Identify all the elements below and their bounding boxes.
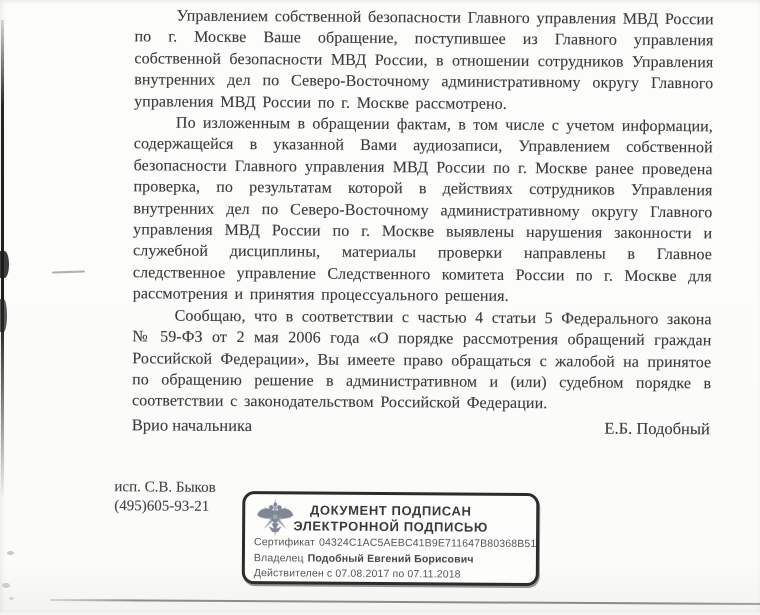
signature-row xyxy=(132,415,710,439)
signer-name: Е.Б. Подобный xyxy=(604,418,710,439)
certificate-value: 04324C1AC5AEBC41B9E711647B80368B51 xyxy=(318,536,537,551)
letter-text-block xyxy=(132,5,714,416)
stamp-certificate-line xyxy=(253,535,537,552)
owner-label: Владелец xyxy=(253,551,304,564)
letter-paragraph-3: Сообщаю, что в соответствии с частью 4 статьи 5 Федерального закона № 59-ФЗ от 2 мая 2006 года «О порядке рассмотрения обращений граждан Российской Федерации», Вы имеете право обращаться с жалобой на принятое по обращению решение в административном и (или) судебном порядке в соответствии с законодательством Российской Федерации. xyxy=(131,307,712,413)
electronic-signature-stamp xyxy=(242,491,540,586)
letter-paragraph-2: По изложенным в обращении фактам, в том числе с учетом информации, содержащейся в указанной Вами аудиозаписи, Управлением собственной безопасности Главного управления МВД России по г. Москве ранее проведена проверка, по результатам которой в действиях сотрудников Управления внутренних дел по Северо-Восточному административному округу Главного управления МВД России по г. Москве выявлены нарушения законности и служебной дисциплины, материалы проверки направлены в Главное следственное управление Следственного комитета России по г. Москве для рассмотрения и принятия процессуального решения. xyxy=(132,114,713,306)
stamp-title-line2: ЭЛЕКТРОННОЙ ПОДПИСЬЮ xyxy=(293,517,488,535)
signer-role: Врио начальника xyxy=(131,415,253,436)
stamp-title-line1: ДОКУМЕНТ ПОДПИСАН xyxy=(309,502,472,519)
executor-block xyxy=(114,478,216,516)
certificate-label: Сертификат xyxy=(253,536,316,549)
letter-paragraph-1: Управлением собственной безопасности Главного управления МВД России по г. Москве Ваше обращение, поступившее из Главного управления собственной безопасности МВД России, в отношении сотрудников Управления внутренних дел по Северо-Восточному административному округу Главного управления МВД России по г. Москве рассмотрено. xyxy=(134,7,714,113)
stamp-details xyxy=(253,535,537,583)
stamp-validity-line: Действителен с 07.08.2017 по 07.11.2018 xyxy=(253,567,461,581)
owner-name: Подобный Евгений Борисович xyxy=(307,552,474,566)
executor-name: исп. С.В. Быков xyxy=(114,479,216,496)
executor-phone: (495)605-93-21 xyxy=(114,497,210,515)
stamp-title xyxy=(245,502,536,535)
